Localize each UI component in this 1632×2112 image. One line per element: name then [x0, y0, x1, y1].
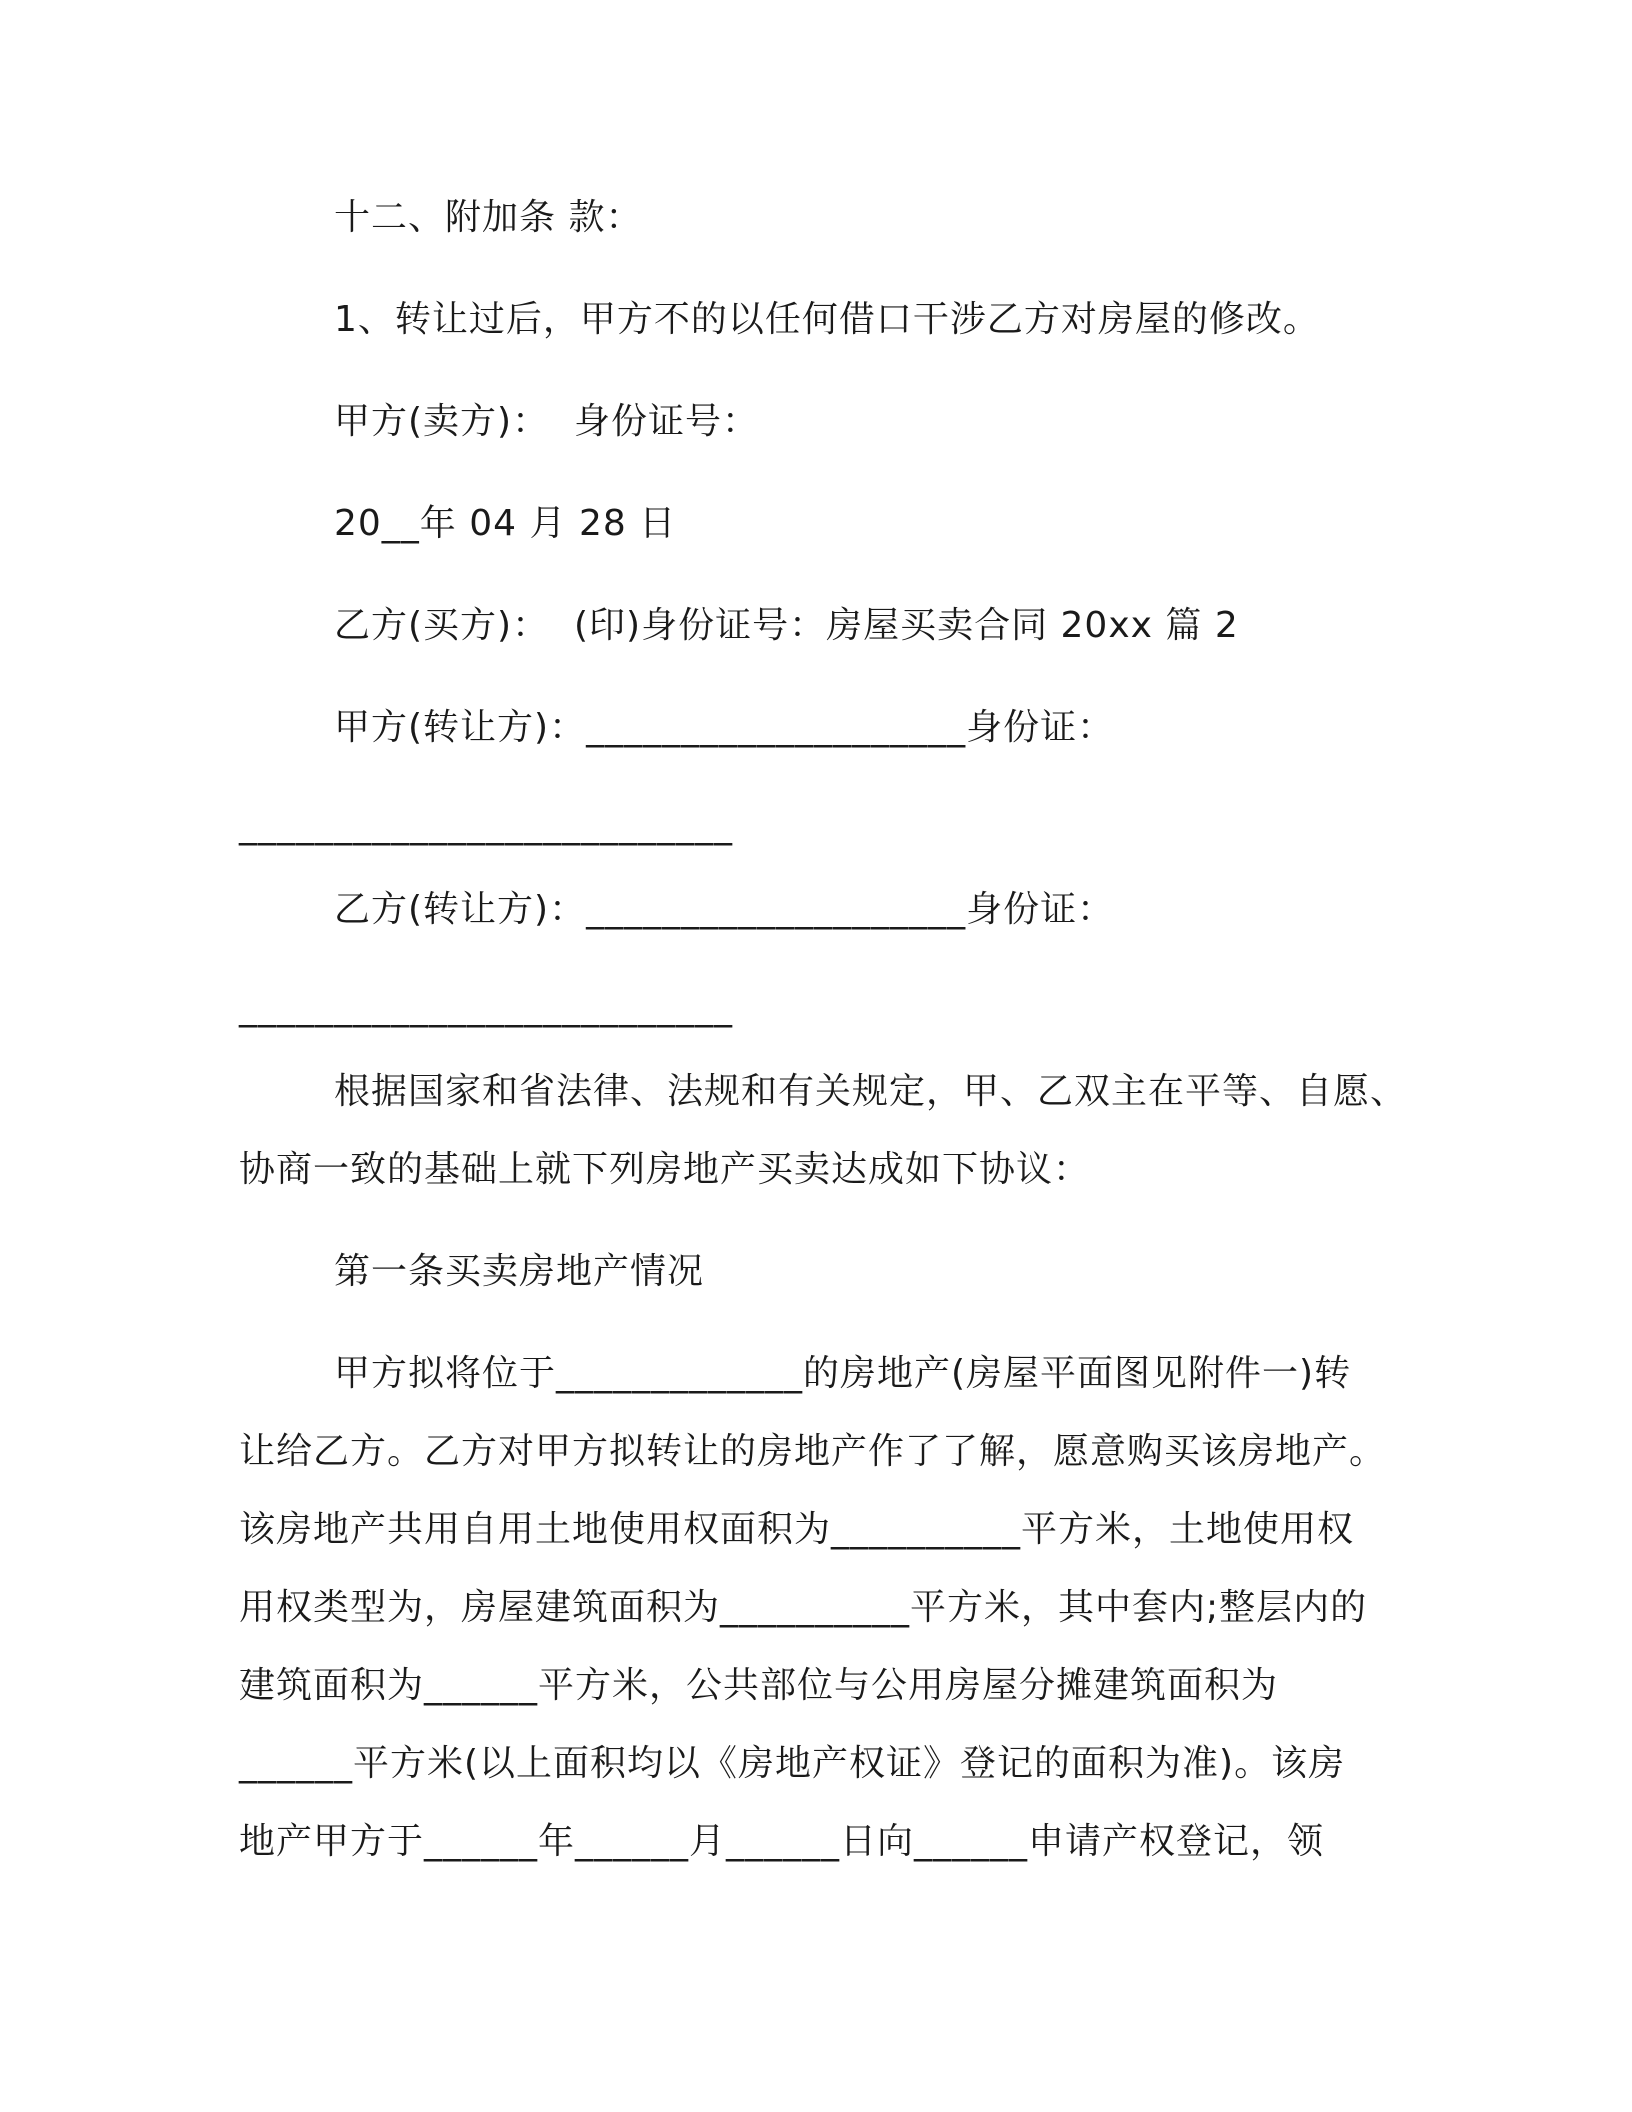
article-1-paragraph-line-6: ______平方米(以上面积均以《房地产权证》登记的面积为准)。该房	[239, 1743, 1346, 1784]
article-1-heading: 第一条买卖房地产情况	[334, 1251, 705, 1292]
clause-1-text: 1、转让过后，甲方不的以任何借口干涉乙方对房屋的修改。	[334, 299, 1320, 340]
article-1-paragraph-line-2: 让给乙方。乙方对甲方拟转让的房地产作了了解，愿意购买该房地产。	[239, 1431, 1387, 1472]
party-a-id-blank: __________________________	[239, 805, 733, 846]
section-heading-additional-terms: 十二、附加条 款：	[334, 197, 643, 238]
party-a-transferor-line: 甲方(转让方)：____________________身份证：	[334, 707, 1115, 748]
article-1-paragraph-line-3: 该房地产共用自用土地使用权面积为__________平方米，土地使用权	[239, 1509, 1355, 1550]
date-line: 20__年 04 月 28 日	[334, 503, 677, 544]
party-a-seller-line: 甲方(卖方)： 身份证号：	[334, 401, 759, 442]
article-1-paragraph-line-5: 建筑面积为______平方米，公共部位与公用房屋分摊建筑面积为	[239, 1665, 1279, 1706]
preamble-line-1: 根据国家和省法律、法规和有关规定，甲、乙双主在平等、自愿、	[334, 1071, 1408, 1112]
party-b-id-blank: __________________________	[239, 987, 733, 1028]
article-1-paragraph-line-7: 地产甲方于______年______月______日向______申请产权登记，领	[239, 1821, 1325, 1862]
article-1-paragraph-line-4: 用权类型为，房屋建筑面积为__________平方米，其中套内;整层内的	[239, 1587, 1368, 1628]
party-b-transferor-line: 乙方(转让方)：____________________身份证：	[334, 889, 1115, 930]
article-1-paragraph-line-1: 甲方拟将位于_____________的房地产(房屋平面图见附件一)转	[334, 1353, 1352, 1394]
party-b-buyer-line: 乙方(买方)： (印)身份证号：房屋买卖合同 20xx 篇 2	[334, 605, 1239, 646]
preamble-line-2: 协商一致的基础上就下列房地产买卖达成如下协议：	[239, 1149, 1091, 1190]
